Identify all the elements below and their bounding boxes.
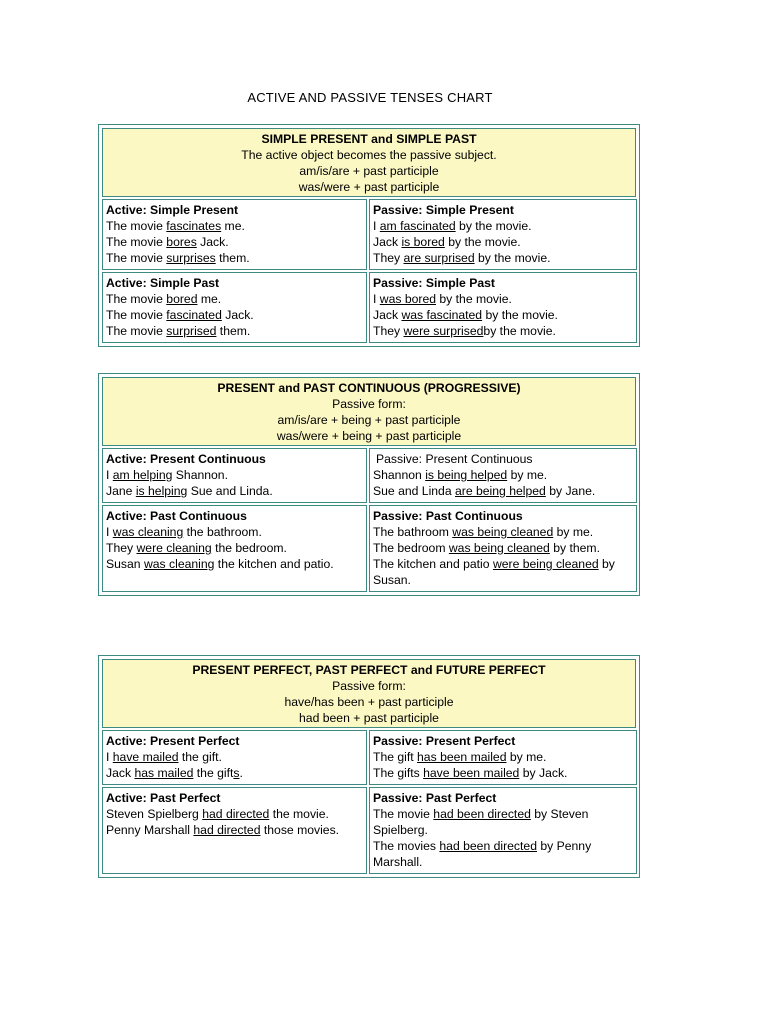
cell-passive-simple-present [369, 199, 637, 270]
example-sentence: The bathroom was being cleaned by me. [373, 525, 594, 539]
cell-title: Passive: Present Perfect [373, 734, 516, 748]
example-sentence: The movie surprises them. [106, 251, 250, 265]
cell-title: Passive: Simple Past [373, 276, 495, 290]
section-header [102, 659, 636, 728]
section-subtitle-line: have/has been + past participle [284, 695, 454, 709]
cell-active-simple-past [102, 272, 367, 343]
cell-passive-present-continuous [369, 448, 637, 503]
section-subtitle-line: had been + past participle [299, 711, 439, 725]
section-title: SIMPLE PRESENT and SIMPLE PAST [261, 132, 477, 146]
cell-title: Active: Present Perfect [106, 734, 240, 748]
example-sentence: The gifts have been mailed by Jack. [373, 766, 568, 780]
section-header [102, 377, 636, 446]
chart-perfect [98, 655, 640, 878]
example-sentence: Shannon is being helped by me. [373, 468, 548, 482]
section-header [102, 128, 636, 197]
cell-passive-simple-past [369, 272, 637, 343]
example-sentence: They were cleaning the bedroom. [106, 541, 287, 555]
example-sentence: The kitchen and patio were being cleaned by Susan. [373, 557, 615, 587]
example-sentence: The movie fascinated Jack. [106, 308, 254, 322]
table-row [101, 447, 637, 504]
page-title: ACTIVE AND PASSIVE TENSES CHART [247, 90, 493, 105]
example-sentence: Penny Marshall had directed those movies. [106, 823, 340, 837]
example-sentence: I was cleaning the bathroom. [106, 525, 262, 539]
cell-active-present-perfect [102, 730, 367, 785]
section-title: PRESENT PERFECT, PAST PERFECT and FUTURE PERFECT [192, 663, 546, 677]
example-sentence: I am helping Shannon. [106, 468, 228, 482]
example-sentence: The movie fascinates me. [106, 219, 245, 233]
chart-continuous [98, 373, 640, 596]
cell-title: Active: Simple Present [106, 203, 239, 217]
section-title: PRESENT and PAST CONTINUOUS (PROGRESSIVE) [217, 381, 521, 395]
example-sentence: Jack is bored by the movie. [373, 235, 521, 249]
example-sentence: I have mailed the gift. [106, 750, 222, 764]
section-subtitle-line: am/is/are + past participle [299, 164, 439, 178]
section-subtitle-line: Passive form: [332, 397, 406, 411]
example-sentence: Steven Spielberg had directed the movie. [106, 807, 329, 821]
example-sentence: The bedroom was being cleaned by them. [373, 541, 600, 555]
table-row [101, 271, 637, 344]
example-sentence: I was bored by the movie. [373, 292, 512, 306]
example-sentence: The movie bores Jack. [106, 235, 229, 249]
section-subtitle-line: The active object becomes the passive subject. [241, 148, 497, 162]
example-sentence: The gift has been mailed by me. [373, 750, 547, 764]
example-sentence: Susan was cleaning the kitchen and patio. [106, 557, 334, 571]
cell-active-past-perfect [102, 787, 367, 874]
section-subtitle-line: was/were + past participle [298, 180, 440, 194]
cell-passive-present-perfect [369, 730, 637, 785]
example-sentence: The movies had been directed by Penny Marshall. [373, 839, 592, 869]
section-subtitle-line: Passive form: [332, 679, 406, 693]
cell-title: Passive: Simple Present [373, 203, 514, 217]
cell-title: Passive: Past Continuous [373, 509, 523, 523]
table-row [101, 504, 637, 593]
cell-active-simple-present [102, 199, 367, 270]
example-sentence: Jack was fascinated by the movie. [373, 308, 558, 322]
cell-title: Passive: Present Continuous [376, 452, 533, 466]
cell-title: Active: Past Continuous [106, 509, 247, 523]
example-sentence: The movie bored me. [106, 292, 222, 306]
cell-title: Passive: Past Perfect [373, 791, 497, 805]
example-sentence: Sue and Linda are being helped by Jane. [373, 484, 596, 498]
cell-passive-past-continuous [369, 505, 637, 592]
cell-title: Active: Present Continuous [106, 452, 266, 466]
example-sentence: I am fascinated by the movie. [373, 219, 532, 233]
example-sentence: Jack has mailed the gifts. [106, 766, 243, 780]
example-sentence: The movie had been directed by Steven Spielberg. [373, 807, 589, 837]
cell-active-past-continuous [102, 505, 367, 592]
table-row [101, 786, 637, 875]
example-sentence: They were surprisedby the movie. [373, 324, 556, 338]
table-row [101, 729, 637, 786]
cell-active-present-continuous [102, 448, 367, 503]
example-sentence: Jane is helping Sue and Linda. [106, 484, 273, 498]
cell-title: Active: Past Perfect [106, 791, 221, 805]
cell-title: Active: Simple Past [106, 276, 220, 290]
example-sentence: The movie surprised them. [106, 324, 251, 338]
table-row [101, 198, 637, 271]
section-subtitle-line: was/were + being + past participle [276, 429, 462, 443]
chart-simple-present-past [98, 124, 640, 347]
example-sentence: They are surprised by the movie. [373, 251, 551, 265]
cell-passive-past-perfect [369, 787, 637, 874]
section-subtitle-line: am/is/are + being + past participle [277, 413, 461, 427]
